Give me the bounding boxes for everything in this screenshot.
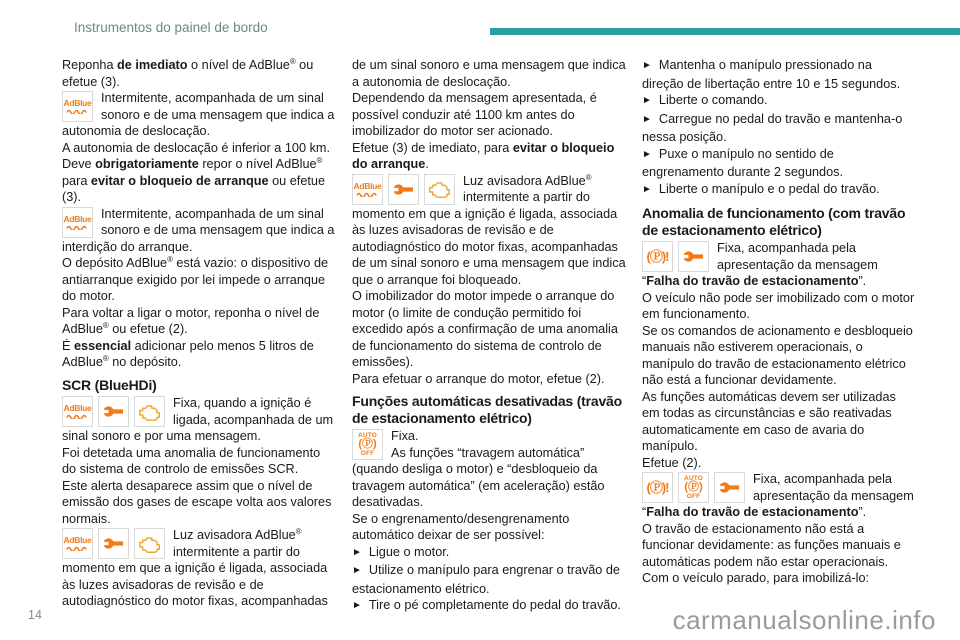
paragraph: Deve obrigatoriamente repor o nível AdBlue® para evitar o bloqueio de arranque ou efetue (3). (62, 155, 326, 204)
paragraph: Foi detetada uma anomalia de funcionamento do sistema de controlo de emissões SCR. (62, 445, 321, 476)
warning-light-row: AUTO (Ⓟ) OFF Fixa. As funções “travagem automática” (quando desliga o motor) e “desbloqueio da travagem automática” (em aceleração) estão desativadas. (352, 429, 605, 509)
warning-light-icons (352, 429, 383, 460)
paragraph: Com o veículo parado, para imobilizá-lo: (642, 571, 870, 585)
auto-parking-brake-off-icon: AUTO (Ⓟ) OFF (678, 472, 709, 503)
instruction-step: ► Carregue no pedal do travão e mantenha-o nessa posição. (642, 111, 903, 144)
paragraph: Este alerta desaparece assim que o nível de emissão dos gases de escape volta aos valores normais. (62, 478, 332, 526)
warning-light-icons (642, 472, 745, 503)
instruction-step: ► Liberte o manípulo e o pedal do travão. (642, 181, 916, 200)
step-arrow-icon: ► (642, 183, 652, 195)
paragraph: Se o engrenamento/desengrenamento automático deixar de ser possível: (352, 511, 570, 542)
paragraph: As funções automáticas devem ser utilizadas em todas as circunstâncias e são reativadas automaticamente em caso de avaria do manípulo. (642, 389, 896, 453)
service-wrench-icon (388, 174, 419, 205)
watermark-text: carmanualsonline.info (672, 605, 936, 635)
step-arrow-icon: ► (642, 113, 652, 125)
step-arrow-icon: ► (642, 95, 652, 106)
section-heading: Anomalia de funcionamento (com travão de estacionamento elétrico) (642, 205, 906, 238)
parking-brake-fault-icon: (Ⓟ)! (642, 241, 673, 272)
paragraph: O veículo não pode ser imobilizado com o motor em funcionamento. (642, 290, 915, 321)
paragraph: de um sinal sonoro e uma mensagem que indica a autonomia de deslocação. (352, 58, 626, 89)
instruction-step: ► Liberte o comando. (642, 92, 916, 111)
step-arrow-icon: ► (352, 565, 362, 576)
column-2 (352, 57, 626, 616)
parking-brake-fault-icon: (Ⓟ)! (642, 472, 673, 503)
instruction-step: ► Ligue o motor. (352, 544, 626, 563)
step-arrow-icon: ► (352, 600, 362, 611)
text-columns (62, 57, 916, 616)
column-1 (62, 57, 336, 616)
adblue-warning-icon: AdBlue (62, 91, 93, 122)
adblue-warning-icon: AdBlue (352, 174, 383, 205)
warning-light-icons (352, 174, 455, 205)
paragraph: O depósito AdBlue® está vazio: o dispositivo de antiarranque exigido por lei impede o arranque do motor. (62, 254, 329, 303)
warning-light-icons (62, 528, 165, 559)
page-number: 14 (28, 608, 42, 622)
step-arrow-icon: ► (352, 546, 362, 558)
step-arrow-icon: ► (642, 148, 652, 160)
warning-light-row: AdBlue Luz avisadora AdBlue® intermitente a partir do momento em que a ignição é ligada, associada às luzes avisadoras de revisão e de autodiagnóstico do motor fixas, acompanhadas (62, 526, 328, 608)
warning-light-icons (62, 396, 165, 427)
auto-parking-brake-off-icon: AUTO (Ⓟ) OFF (352, 429, 383, 460)
instruction-step: ► Utilize o manípulo para engrenar o travão de estacionamento elétrico. (352, 563, 620, 596)
adblue-warning-icon: AdBlue (62, 528, 93, 559)
section-heading: Funções automáticas desativadas (travão de estacionamento elétrico) (352, 393, 622, 426)
column-3 (642, 57, 916, 616)
paragraph: Dependendo da mensagem apresentada, é possível conduzir até 1100 km antes do imobilizador do motor ser acionado. (352, 91, 597, 138)
paragraph: Efetue (3) de imediato, para evitar o bloqueio do arranque. (352, 140, 615, 171)
paragraph: Efetue (2). (642, 455, 702, 470)
engine-autodiagnostic-icon (134, 396, 165, 427)
header-accent-bar (490, 28, 960, 35)
page-title: Instrumentos do painel de bordo (74, 20, 268, 35)
paragraph: Se os comandos de acionamento e desbloqueio manuais não estiverem operacionais, o manípulo do travão de estacionamento elétrico não está a funcionar devidamente. (642, 323, 913, 387)
warning-light-row: AdBlue Intermitente, acompanhada de um sinal sonoro e de uma mensagem que indica a interdição do arranque. (62, 206, 335, 254)
service-wrench-icon (98, 528, 129, 559)
warning-light-row: AdBlue Luz avisadora AdBlue® intermitente a partir do momento em que a ignição é ligada, associada às luzes avisadoras de revisão e de autodiagnóstico do motor fixas, acompanhadas de um sinal sonoro e uma mensagem que indica que o arranque foi bloqueado. (352, 172, 626, 287)
paragraph: O travão de estacionamento não está a funcionar devidamente: as funções manuais e automáticas podem não estar operacionais. (642, 521, 901, 569)
instruction-step: ► Tire o pé completamente do pedal do travão. (352, 597, 626, 616)
engine-autodiagnostic-icon (134, 528, 165, 559)
paragraph: É essencial adicionar pelo menos 5 litros de AdBlue® no depósito. (62, 338, 314, 369)
warning-light-icons (62, 91, 93, 122)
service-wrench-icon (678, 241, 709, 272)
warning-light-row: (Ⓟ)! AUTO (Ⓟ) OFF Fixa, acompanhada pela apresentação da mensagem “Falha do travão de estacionamento”. (642, 472, 914, 519)
paragraph: O imobilizador do motor impede o arranque do motor (o limite de condução permitido foi excedido após a confirmação de uma anomalia de funcionamento do sistema de controlo de emissões). (352, 289, 618, 369)
warning-light-row: AdBlue Intermitente, acompanhada de um sinal sonoro e de uma mensagem que indica a autonomia de deslocação. (62, 91, 335, 138)
paragraph: Reponha de imediato o nível de AdBlue® ou efetue (3). (62, 56, 314, 89)
engine-autodiagnostic-icon (424, 174, 455, 205)
warning-light-icons (642, 241, 709, 272)
paragraph: Para efetuar o arranque do motor, efetue (2). (352, 371, 605, 386)
adblue-warning-icon: AdBlue (62, 207, 93, 238)
warning-light-row: AdBlue Fixa, quando a ignição é ligada, acompanhada de um sinal sonoro e por uma mensagem. (62, 396, 334, 443)
paragraph: A autonomia de deslocação é inferior a 100 km. (62, 140, 331, 155)
warning-light-icons (62, 207, 93, 238)
service-wrench-icon (98, 396, 129, 427)
warning-light-row: (Ⓟ)! Fixa, acompanhada pela apresentação da mensagem “Falha do travão de estacionamento”. (642, 241, 878, 288)
service-wrench-icon (714, 472, 745, 503)
section-heading: SCR (BlueHDi) (62, 376, 157, 393)
instruction-step: ► Puxe o manípulo no sentido de engrenamento durante 2 segundos. (642, 146, 844, 179)
step-arrow-icon: ► (642, 60, 652, 71)
paragraph: Para voltar a ligar o motor, reponha o nível de AdBlue® ou efetue (2). (62, 305, 320, 336)
instruction-step: ► Mantenha o manípulo pressionado na direção de libertação entre 10 e 15 segundos. (642, 58, 901, 91)
adblue-warning-icon: AdBlue (62, 396, 93, 427)
